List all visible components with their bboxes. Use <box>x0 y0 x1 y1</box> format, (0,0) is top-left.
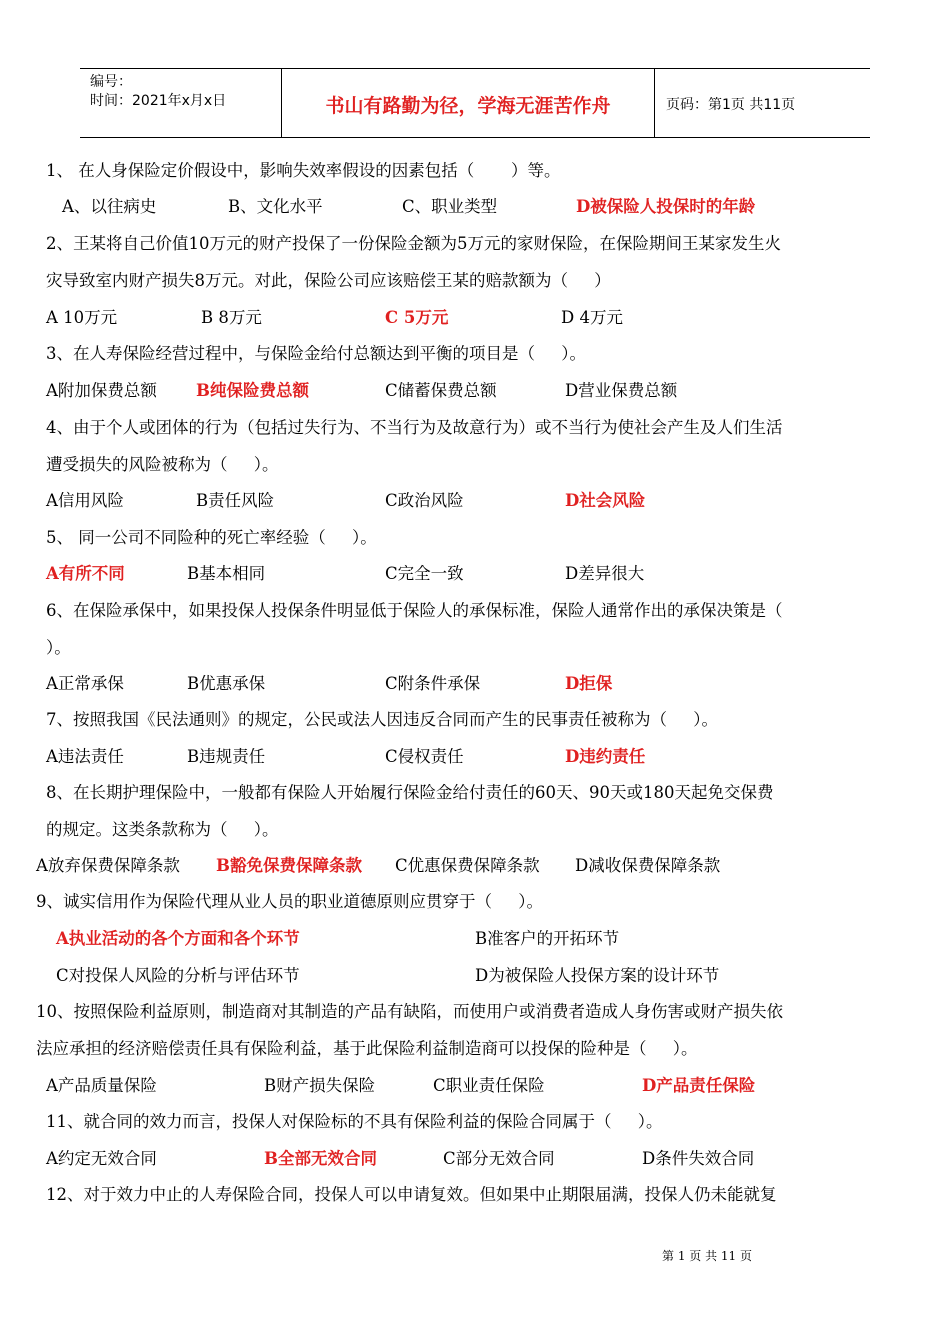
text-line: 12、对于效力中止的人寿保险合同，投保人可以申请复效。但如果中止期限届满，投保人仍未能就复 <box>46 1185 777 1204</box>
text-line: 5、 同一公司不同险种的死亡率经验（ ）。 <box>46 528 377 547</box>
text-line: D条件失效合同 <box>642 1149 755 1168</box>
text-line: 7、按照我国《民法通则》的规定，公民或法人因违反合同而产生的民事责任被称为（ ）。 <box>46 710 718 729</box>
text-line: C、职业类型 <box>402 197 498 216</box>
text-line: 2、王某将自己价值10万元的财产投保了一份保险金额为5万元的家财保险，在保险期间王某家发生火 <box>46 234 781 253</box>
header-page-number: 页码：第1页 共11页 <box>666 97 796 113</box>
text-line: A正常承保 <box>46 674 124 693</box>
text-line: 8、在长期护理保险中，一般都有保险人开始履行保险金给付责任的60天、90天或180天起免交保费 <box>46 783 774 802</box>
text-line: D营业保费总额 <box>565 381 678 400</box>
text-line: C政治风险 <box>385 491 464 510</box>
page-header <box>80 68 870 138</box>
answer-option-correct: B全部无效合同 <box>264 1149 377 1168</box>
text-line: C完全一致 <box>385 564 464 583</box>
text-line: 6、在保险承保中，如果投保人投保条件明显低于保险人的承保标准，保险人通常作出的承保决策是（ <box>46 601 783 620</box>
text-line: 灾导致室内财产损失8万元。对此，保险公司应该赔偿王某的赔款额为（ ） <box>46 271 611 290</box>
text-line: B违规责任 <box>187 747 266 766</box>
text-line: 9、诚实信用作为保险代理从业人员的职业道德原则应贯穿于（ ）。 <box>36 892 543 911</box>
text-line: C附条件承保 <box>385 674 481 693</box>
answer-option-correct: D产品责任保险 <box>642 1076 756 1095</box>
answer-option-correct: B纯保险费总额 <box>196 381 309 400</box>
text-line: A违法责任 <box>46 747 124 766</box>
text-line: A 10万元 <box>46 308 118 327</box>
text-line: B基本相同 <box>187 564 266 583</box>
text-line: C侵权责任 <box>385 747 464 766</box>
text-line: A附加保费总额 <box>46 381 157 400</box>
text-line: A产品质量保险 <box>46 1076 157 1095</box>
text-line: C储蓄保费总额 <box>385 381 497 400</box>
answer-option-correct: A执业活动的各个方面和各个环节 <box>56 929 300 948</box>
answer-option-correct: D拒保 <box>565 674 613 693</box>
answer-option-correct: A有所不同 <box>46 564 125 583</box>
text-line: 的规定。这类条款称为（ ）。 <box>46 820 279 839</box>
header-divider <box>654 69 655 137</box>
code-label: 编号： <box>90 74 132 90</box>
text-line: A、以往病史 <box>62 197 157 216</box>
text-line: A信用风险 <box>46 491 124 510</box>
text-line: D减收保费保障条款 <box>575 856 721 875</box>
text-line: 4、由于个人或团体的行为（包括过失行为、不当行为及故意行为）或不当行为使社会产生及人们生活 <box>46 418 783 437</box>
text-line: B财产损失保险 <box>264 1076 376 1095</box>
text-line: B 8万元 <box>201 308 262 327</box>
text-line: A约定无效合同 <box>46 1149 157 1168</box>
text-line: 1、 在人身保险定价假设中，影响失效率假设的因素包括（ ）等。 <box>46 161 561 180</box>
text-line: C部分无效合同 <box>443 1149 555 1168</box>
header-motto: 书山有路勤为径，学海无涯苦作舟 <box>325 95 611 117</box>
page-footer: 第 1 页 共 11 页 <box>662 1249 752 1263</box>
text-line: B准客户的开拓环节 <box>475 929 620 948</box>
text-line: B责任风险 <box>196 491 275 510</box>
text-line: C优惠保费保障条款 <box>395 856 540 875</box>
header-meta <box>90 73 226 111</box>
text-line: 遭受损失的风险被称为（ ）。 <box>46 455 279 474</box>
text-line: 法应承担的经济赔偿责任具有保险利益，基于此保险利益制造商可以投保的险种是（ ）。 <box>36 1039 698 1058</box>
text-line: C对投保人风险的分析与评估环节 <box>56 966 300 985</box>
text-line: B、文化水平 <box>228 197 323 216</box>
answer-option-correct: D违约责任 <box>565 747 646 766</box>
text-line: B优惠承保 <box>187 674 266 693</box>
text-line: A放弃保费保障条款 <box>36 856 186 875</box>
answer-option-correct: B豁免保费保障条款 <box>216 856 362 875</box>
text-line: D 4万元 <box>561 308 623 327</box>
text-line: 11、就合同的效力而言，投保人对保险标的不具有保险利益的保险合同属于（ ）。 <box>46 1112 663 1131</box>
text-line: 10、按照保险利益原则，制造商对其制造的产品有缺陷，而使用户或消费者造成人身伤害或财产损失依 <box>36 1002 783 1021</box>
answer-option-correct: D被保险人投保时的年龄 <box>576 197 756 216</box>
date-label: 时间：2021年x月x日 <box>90 93 227 109</box>
text-line: D为被保险人投保方案的设计环节 <box>475 966 720 985</box>
answer-option-correct: D社会风险 <box>565 491 646 510</box>
text-line: D差异很大 <box>565 564 645 583</box>
answer-option-correct: C 5万元 <box>385 308 449 327</box>
text-line: ）。 <box>46 638 71 657</box>
text-line: 3、在人寿保险经营过程中，与保险金给付总额达到平衡的项目是（ ）。 <box>46 344 586 363</box>
text-line: C职业责任保险 <box>433 1076 545 1095</box>
